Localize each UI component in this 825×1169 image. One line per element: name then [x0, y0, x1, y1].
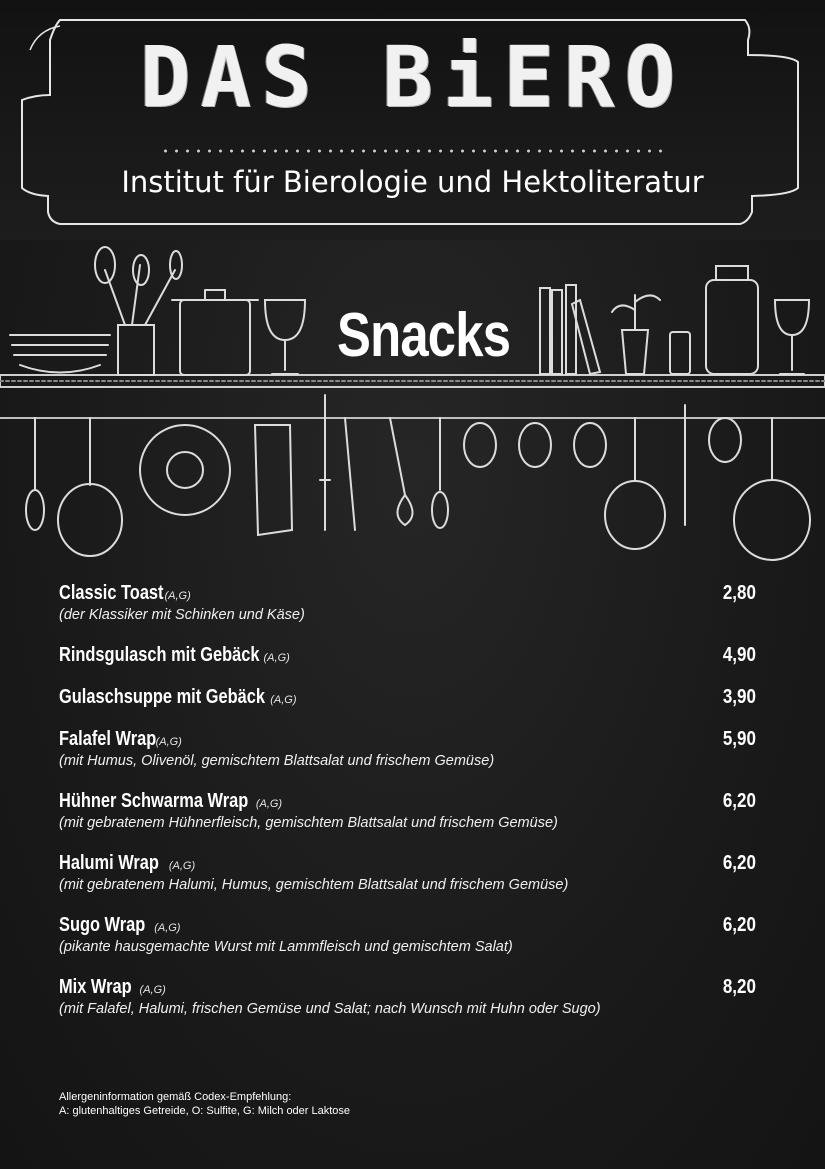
item-price: 6,20 — [722, 914, 756, 936]
allergen-info-title: Allergeninformation gemäß Codex-Empfehlung: — [59, 1091, 292, 1103]
item-price: 6,20 — [722, 790, 756, 812]
item-allergens: (A,G) — [168, 860, 196, 872]
item-description: (der Klassiker mit Schinken und Käse) — [59, 607, 305, 623]
menu-item — [59, 582, 759, 623]
item-description: (mit gebratenem Halumi, Humus, gemischtem Blattsalat und frischem Gemüse) — [59, 877, 569, 893]
menu-item — [59, 790, 759, 831]
item-name: Falafel Wrap — [59, 728, 157, 750]
item-allergens: (A,G) — [255, 798, 283, 810]
item-name: Gulaschsuppe mit Gebäck — [59, 686, 265, 708]
item-price: 4,90 — [722, 644, 756, 666]
allergen-info-legend: A: glutenhaltiges Getreide, O: Sulfite, G: Milch oder Laktose — [59, 1105, 351, 1117]
menu-item — [59, 728, 759, 769]
item-description: (pikante hausgemachte Wurst mit Lammfleisch und gemischtem Salat) — [59, 939, 513, 955]
item-name: Sugo Wrap — [59, 914, 146, 936]
item-name: Classic Toast — [59, 582, 164, 604]
item-allergens: (A,G) — [164, 590, 191, 602]
decorative-dots — [160, 148, 670, 154]
section-title: Snacks — [337, 301, 511, 370]
item-allergens: (A,G) — [155, 736, 182, 748]
allergen-info — [59, 1090, 350, 1118]
item-allergens: (A,G) — [139, 984, 166, 996]
menu-item — [59, 852, 759, 893]
item-description: (mit Humus, Olivenöl, gemischtem Blattsalat und frischem Gemüse) — [59, 753, 495, 769]
menu-item — [59, 686, 759, 709]
item-name: Rindsgulasch mit Gebäck — [59, 644, 260, 666]
menu-item — [59, 644, 759, 667]
item-name: Halumi Wrap — [59, 852, 159, 874]
item-allergens: (A,G) — [270, 694, 297, 706]
item-name: Hühner Schwarma Wrap — [59, 790, 249, 812]
item-price: 6,20 — [722, 852, 756, 874]
menu-item — [59, 914, 759, 955]
item-description: (mit gebratenem Hühnerfleisch, gemischtem Blattsalat und frischem Gemüse) — [59, 815, 558, 831]
item-price: 5,90 — [722, 728, 756, 750]
kitchen-shelf-illustration — [0, 240, 825, 570]
brand-logo: DAS BiERO — [139, 28, 686, 126]
item-description: (mit Falafel, Halumi, frischen Gemüse und Salat; nach Wunsch mit Huhn oder Sugo) — [59, 1001, 601, 1017]
item-name: Mix Wrap — [59, 976, 132, 998]
item-allergens: (A,G) — [154, 922, 181, 934]
tagline: Institut für Bierologie und Hektoliteratur — [121, 165, 704, 199]
item-price: 3,90 — [722, 686, 756, 708]
item-allergens: (A,G) — [263, 652, 290, 664]
menu-item — [59, 976, 759, 1017]
item-price: 2,80 — [722, 582, 756, 604]
item-price: 8,20 — [722, 976, 756, 998]
